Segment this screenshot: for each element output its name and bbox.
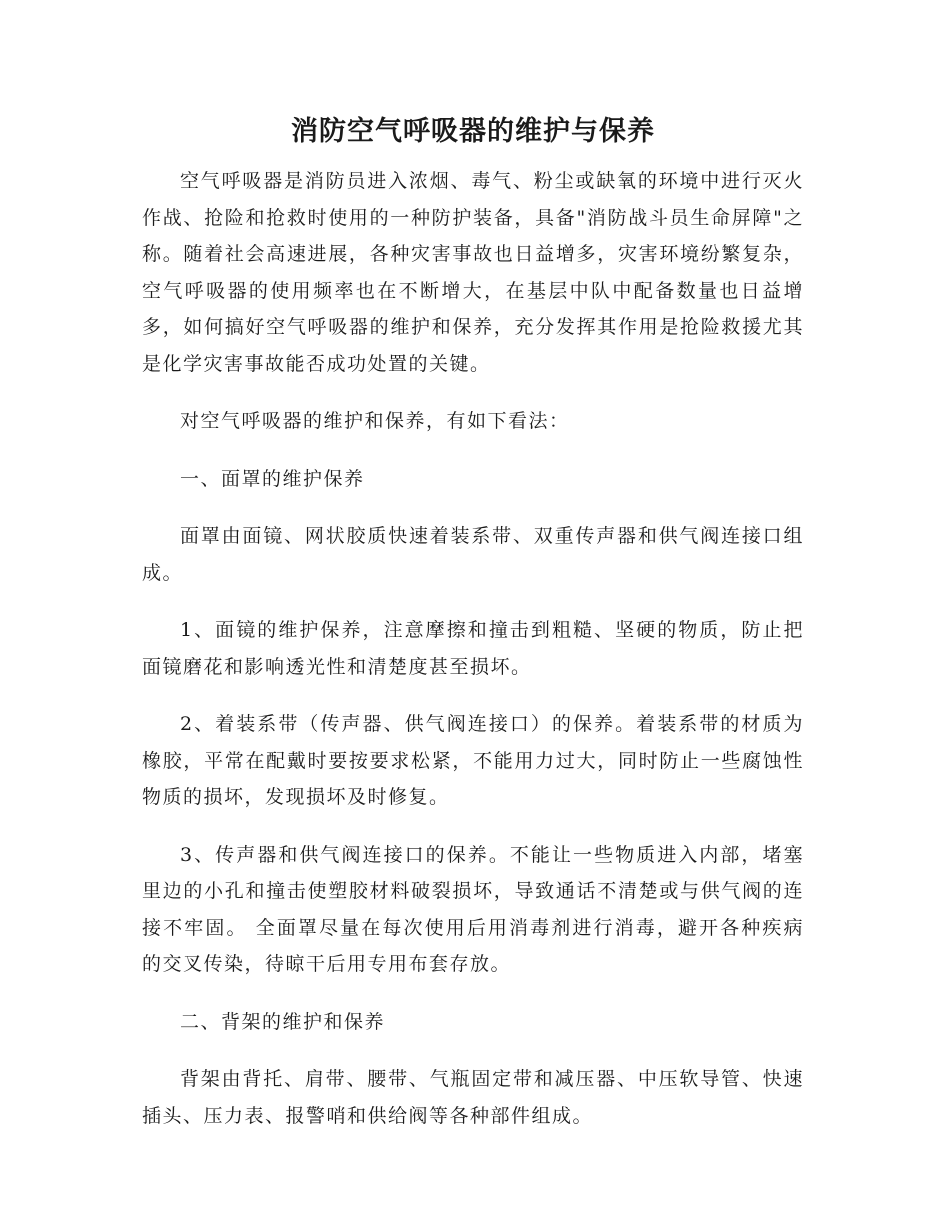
section-heading-backframe: 二、背架的维护和保养 (180, 1010, 386, 1033)
document-title: 消防空气呼吸器的维护与保养 (291, 116, 655, 147)
section-heading-mask: 一、面罩的维护保养 (180, 467, 365, 490)
paragraph-strap-care: 2、着装系带（传声器、供气阀连接口）的保养。着装系带的材质为橡胶，平常在配戴时要按要求松紧，不能用力过大，同时防止一些腐蚀性物质的损坏，发现损坏及时修复。 (142, 713, 804, 808)
paragraph-mask-composition: 面罩由面镜、网状胶质快速着装系带、双重传声器和供气阀连接口组成。 (142, 525, 804, 584)
paragraph-connector-care: 3、传声器和供气阀连接口的保养。不能让一些物质进入内部，堵塞里边的小孔和撞击使塑胶材料破裂损坏，导致通话不清楚或与供气阀的连接不牢固。 全面罩尽量在每次使用后用消毒剂进行消毒，避开各种疾病的交叉传染，待晾干后用专用布套存放。 (142, 843, 804, 975)
paragraph-opinion-lead: 对空气呼吸器的维护和保养，有如下看法： (180, 410, 570, 432)
paragraph-lens-care: 1、面镜的维护保养，注意摩擦和撞击到粗糙、坚硬的物质，防止把面镜磨花和影响透光性和清楚度甚至损坏。 (142, 619, 804, 678)
paragraph-backframe-composition: 背架由背托、肩带、腰带、气瓶固定带和减压器、中压软导管、快速插头、压力表、报警哨和供给阀等各种部件组成。 (142, 1068, 804, 1127)
paragraph-intro: 空气呼吸器是消防员进入浓烟、毒气、粉尘或缺氧的环境中进行灭火作战、抢险和抢救时使用的一种防护装备，具备"消防战斗员生命屏障"之称。随着社会高速进展，各种灾害事故也日益增多，灾害环境纷繁复杂，空气呼吸器的使用频率也在不断增大，在基层中队中配备数量也日益增多，如何搞好空气呼吸器的维护和保养，充分发挥其作用是抢险救援尤其是化学灾害事故能否成功处置的关键。 (142, 170, 804, 375)
document-body (142, 163, 804, 1155)
